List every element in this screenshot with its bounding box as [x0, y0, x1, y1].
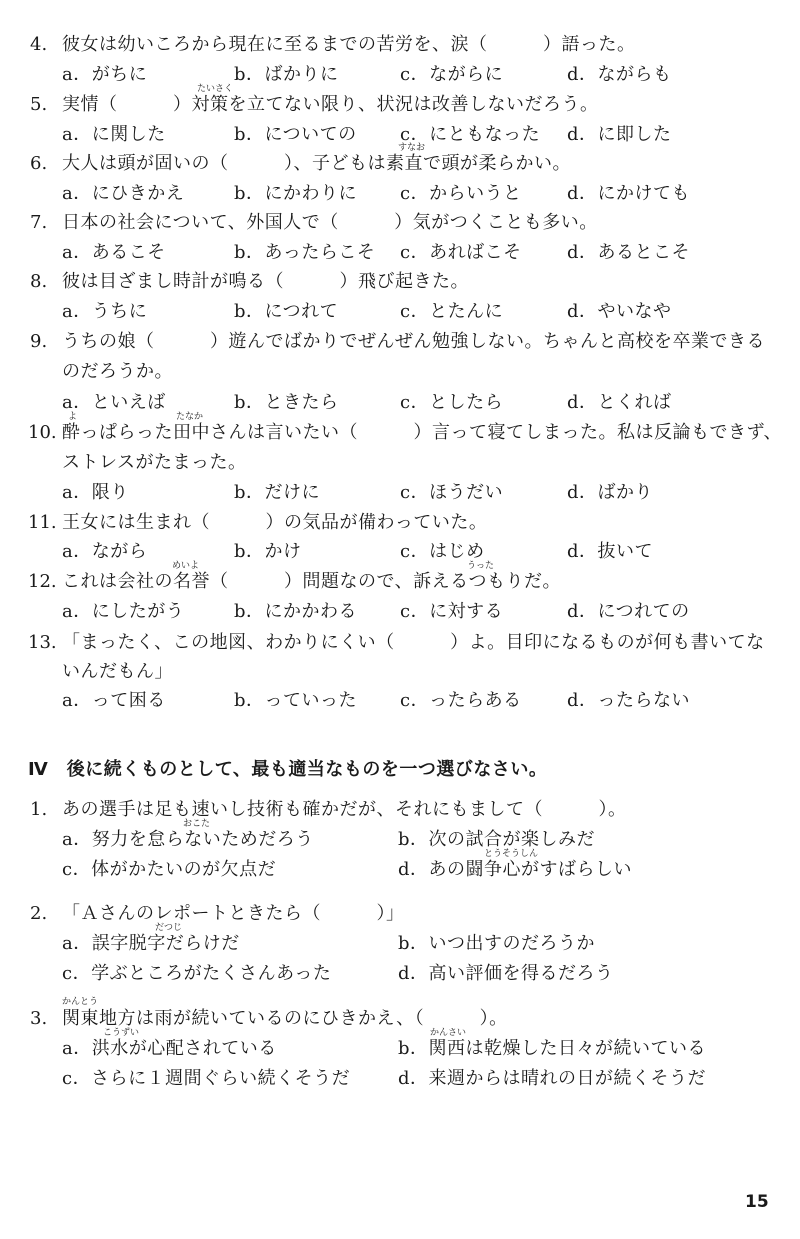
question-text: 関東地方は雨が続いているのにひきかえ、（ ）。: [62, 1008, 508, 1029]
option-c: c．とたんに: [400, 301, 504, 322]
option-c: c．に対する: [400, 601, 504, 622]
option-b: b．関西は乾燥した日々が続いている: [398, 1038, 707, 1059]
question-number: 6.: [30, 153, 48, 174]
option-a: a．ながら: [62, 541, 148, 562]
question-text: あの選手は足も速いし技術も確かだが、それにもまして（ ）。: [62, 799, 627, 820]
question-number: 5.: [30, 94, 48, 115]
option-d: d．にかけても: [567, 183, 691, 204]
question-text: 実情（ ）対策を立てない限り、状況は改善しないだろう。: [62, 94, 599, 115]
option-d: d．あの闘争心がすばらしい: [398, 859, 633, 880]
option-b: b．っていった: [234, 690, 358, 711]
option-c: c．はじめ: [400, 541, 485, 562]
option-a: a．がちに: [62, 64, 148, 85]
option-d: d．ばかり: [567, 482, 654, 503]
question-number: 2.: [30, 903, 48, 924]
furigana: よ: [68, 412, 78, 422]
option-a: a．って困る: [62, 690, 166, 711]
option-a: a．に関した: [62, 124, 166, 145]
option-b: b．あったらこそ: [234, 242, 376, 263]
question-text: 日本の社会について、外国人で（ ）気がつくことも多い。: [62, 212, 598, 233]
question-number: 12.: [28, 571, 57, 592]
option-b: b．につれて: [234, 301, 339, 322]
furigana: たなか: [176, 412, 204, 422]
option-b: b．ときたら: [234, 392, 339, 413]
furigana: こうずい: [103, 1028, 140, 1038]
option-a: a．といえば: [62, 392, 166, 413]
furigana: めいよ: [172, 561, 200, 571]
furigana: とうそうしん: [484, 849, 539, 859]
option-c: c．ほうだい: [400, 482, 504, 503]
furigana: たいさく: [197, 84, 234, 94]
option-b: b．についての: [234, 124, 357, 145]
option-b: b．にかわりに: [234, 183, 358, 204]
page-number: 15: [745, 1192, 769, 1212]
question-number: 11.: [28, 512, 57, 533]
option-c: c．体がかたいのが欠点だ: [62, 859, 277, 880]
option-d: d．に即した: [567, 124, 672, 145]
option-c: c．ながらに: [400, 64, 504, 85]
question-number: 1.: [30, 799, 48, 820]
option-c: c．ったらある: [400, 690, 522, 711]
furigana: かんさい: [430, 1028, 467, 1038]
option-a: a．努力を怠らないためだろう: [62, 829, 314, 850]
question-number: 10.: [28, 422, 57, 443]
option-d: d．とくれば: [567, 392, 672, 413]
option-c: c．からいうと: [400, 183, 522, 204]
question-number: 9.: [30, 331, 48, 352]
option-a: a．にひきかえ: [62, 183, 185, 204]
question-text: これは会社の名誉（ ）問題なので、訴えるつもりだ。: [62, 571, 561, 592]
furigana: かんとう: [62, 997, 99, 1007]
option-d: d．来週からは晴れの日が続くそうだ: [398, 1068, 707, 1089]
question-text: 王女には生まれ（ ）の気品が備わっていた。: [62, 512, 488, 533]
question-text: うちの娘（ ）遊んでばかりでぜんぜん勉強しない。ちゃんと高校を卒業できる: [62, 331, 765, 352]
option-d: d．抜いて: [567, 541, 654, 562]
option-a: a．あるこそ: [62, 242, 166, 263]
option-b: b．にかかわる: [234, 601, 358, 622]
question-text: 彼女は幼いころから現在に至るまでの苦労を、涙（ ）語った。: [62, 34, 636, 55]
question-text-continued: のだろうか。: [62, 361, 173, 382]
question-number: 3.: [30, 1008, 48, 1029]
question-number: 4.: [30, 34, 48, 55]
option-d: d．ったらない: [567, 690, 691, 711]
question-text: 「まったく、この地図、わかりにくい（ ）よ。目印になるものが何も書いてな: [62, 632, 765, 653]
option-a: a．誤字脱字だらけだ: [62, 933, 240, 954]
furigana: すなお: [398, 143, 426, 153]
question-text: 酔っぱらった田中さんは言いたい（ ）言って寝てしまった。私は反論もできず、: [62, 422, 783, 443]
option-b: b．だけに: [234, 482, 321, 503]
question-number: 8.: [30, 271, 48, 292]
option-d: d．高い評価を得るだろう: [398, 963, 614, 984]
option-c: c．あればこそ: [400, 242, 522, 263]
furigana: うった: [467, 561, 495, 571]
option-c: c．としたら: [400, 392, 504, 413]
option-a: a．にしたがう: [62, 601, 185, 622]
question-number: 13.: [28, 632, 57, 653]
option-c: c．学ぶところがたくさんあった: [62, 963, 332, 984]
question-text-continued: ストレスがたまった。: [62, 452, 247, 473]
option-d: d．あるとこそ: [567, 242, 691, 263]
option-b: b．ばかりに: [234, 64, 339, 85]
question-text: 彼は目ざまし時計が鳴る（ ）飛び起きた。: [62, 271, 469, 292]
option-b: b．いつ出すのだろうか: [398, 933, 596, 954]
option-d: d．やいなや: [567, 301, 672, 322]
option-b: b．次の試合が楽しみだ: [398, 829, 596, 850]
question-text: 「Ａさんのレポートときたら（ ）」: [62, 903, 405, 924]
section-title: Ⅳ 後に続くものとして、最も適当なものを一つ選びなさい。: [28, 759, 548, 780]
question-text-continued: いんだもん」: [62, 661, 173, 682]
option-a: a．限り: [62, 482, 129, 503]
option-c: c．さらに１週間ぐらい続くそうだ: [62, 1068, 351, 1089]
option-c: c．にともなった: [400, 124, 541, 145]
question-number: 7.: [30, 212, 48, 233]
option-a: a．洪水が心配されている: [62, 1038, 277, 1059]
option-d: d．につれての: [567, 601, 690, 622]
question-text: 大人は頭が固いの（ ）、子どもは素直で頭が柔らかい。: [62, 153, 571, 174]
option-a: a．うちに: [62, 301, 148, 322]
furigana: だつじ: [155, 923, 183, 933]
option-b: b．かけ: [234, 541, 302, 562]
furigana: おこた: [183, 819, 211, 829]
option-d: d．ながらも: [567, 64, 672, 85]
